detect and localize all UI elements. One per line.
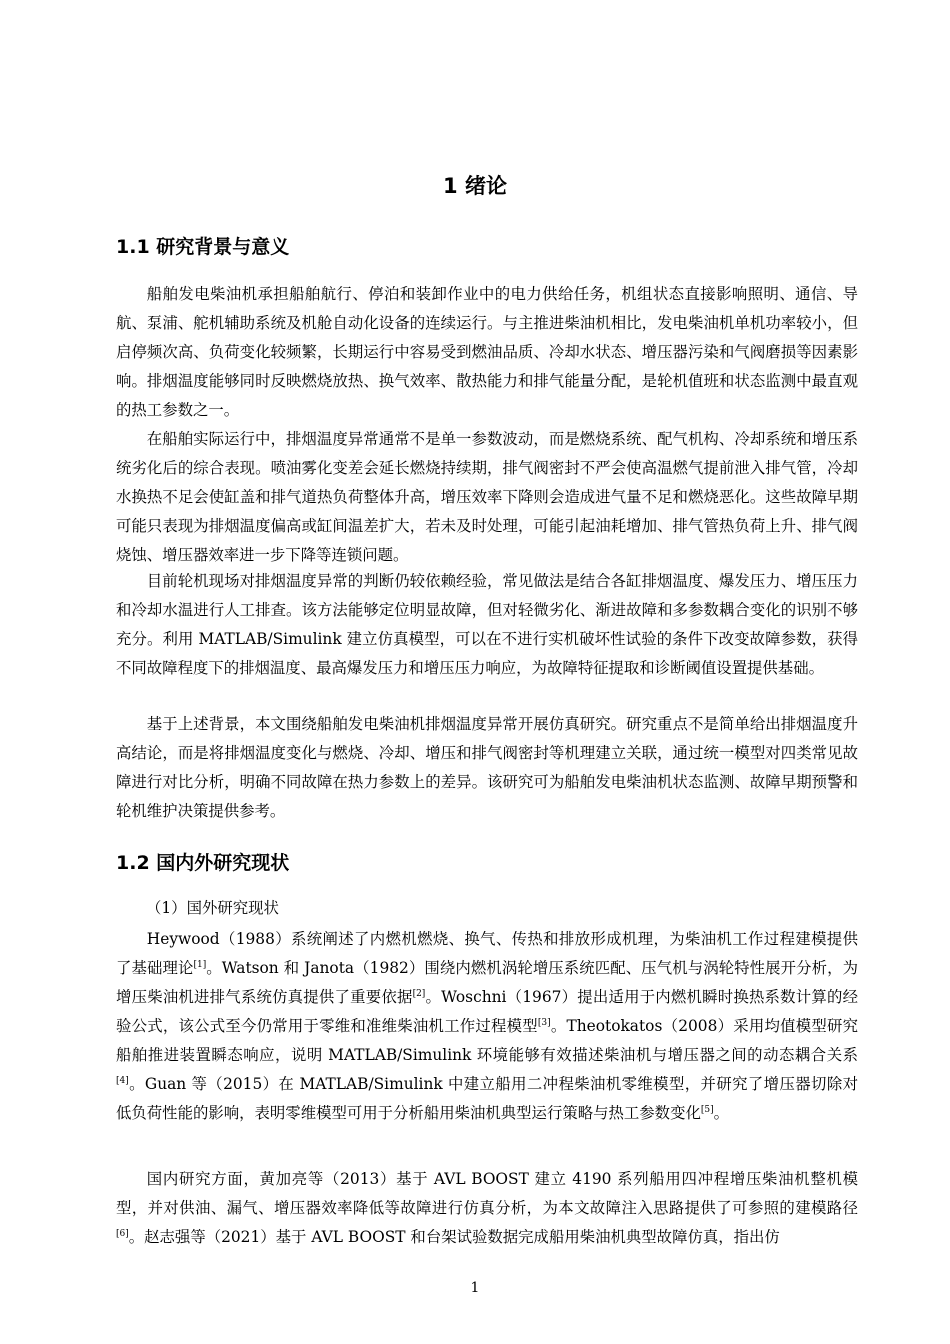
citation-ref: [4] bbox=[116, 1076, 129, 1086]
paragraph: 目前轮机现场对排烟温度异常的判断仍较依赖经验，常见做法是结合各缸排烟温度、爆发压力、增压压力和冷却水温进行人工排查。该方法能够定位明显故障，但对轻微劣化、渐进故障和多参数耦合变化的识别不够充分。利用 MATLAB/Simulink 建立仿真模型，可以在不进行实机破坏性试验的条件下改变故障参数，获得不同故障程度下的排烟温度、最高爆发压力和增压压力响应，为故障特征提取和诊断阈值设置提供基础。 bbox=[116, 572, 858, 677]
paragraph-text: 。 bbox=[713, 1104, 730, 1122]
citation-ref: [6] bbox=[116, 1229, 129, 1239]
citation-ref: [2] bbox=[412, 989, 426, 999]
paragraph: 基于上述背景，本文围绕船舶发电柴油机排烟温度异常开展仿真研究。研究重点不是简单给出排烟温度升高结论，而是将排烟温度变化与燃烧、冷却、增压和排气阀密封等机理建立关联，通过统一模型对四类常见故障进行对比分析，明确不同故障在热力参数上的差异。该研究可为船舶发电柴油机状态监测、故障早期预警和轮机维护决策提供参考。 bbox=[116, 715, 858, 820]
paragraph-text: 。赵志强等（2021）基于 AVL BOOST 和台架试验数据完成船用柴油机典型故障仿真，指出仿 bbox=[128, 1228, 780, 1246]
paragraph-text: Heywood（1988）系统阐述了内燃机燃烧、换气、传热和排放形成机理，为柴油机工作过程建模提供了基础理论 bbox=[116, 930, 858, 977]
paragraph-text: 。Guan 等（2015）在 MATLAB/Simulink 中建立船用二冲程柴油机零维模型，并研究了增压器切除对低负荷性能的影响，表明零维模型可用于分析船用柴油机典型运行策略与热工参数变化 bbox=[116, 1075, 858, 1122]
paragraph-text: 。Watson 和 Janota（1982）围绕内燃机涡轮增压系统匹配、压气机与涡轮特性展开分析，为增压柴油机进排气系统仿真提供了重要依据 bbox=[116, 959, 858, 1006]
citation-ref: [1] bbox=[193, 960, 207, 970]
section-title-1-2: 1.2 国内外研究现状 bbox=[116, 852, 290, 874]
citation-ref: [3] bbox=[537, 1018, 551, 1028]
section-title-1-1: 1.1 研究背景与意义 bbox=[116, 236, 290, 258]
sub-item-heading: （1）国外研究现状 bbox=[146, 899, 279, 917]
paragraph-text: 国内研究方面，黄加亮等（2013）基于 AVL BOOST 建立 4190 系列船用四冲程增压柴油机整机模型，并对供油、漏气、增压器效率降低等故障进行仿真分析，为本文故障注入思路提供了可参照的建模路径 bbox=[116, 1170, 858, 1217]
paragraph-with-citations bbox=[116, 925, 858, 1128]
paragraph: 船舶发电柴油机承担船舶航行、停泊和装卸作业中的电力供给任务，机组状态直接影响照明、通信、导航、泵浦、舵机辅助系统及机舱自动化设备的连续运行。与主推进柴油机相比，发电柴油机单机功率较小，但启停频次高、负荷变化较频繁，长期运行中容易受到燃油品质、冷却水状态、增压器污染和气阀磨损等因素影响。排烟温度能够同时反映燃烧放热、换气效率、散热能力和排气能量分配，是轮机值班和状态监测中最直观的热工参数之一。 bbox=[116, 285, 858, 419]
page-number: 1 bbox=[470, 1280, 480, 1296]
paragraph-text: 。Woschni（1967）提出适用于内燃机瞬时换热系数计算的经验公式，该公式至今仍常用于零维和准维柴油机工作过程模型 bbox=[116, 988, 858, 1035]
paragraph-with-citations bbox=[116, 1165, 858, 1252]
citation-ref: [5] bbox=[700, 1105, 714, 1115]
paragraph-text: 。Theotokatos（2008）采用均值模型研究船舶推进装置瞬态响应，说明 MATLAB/Simulink 环境能够有效描述柴油机与增压器之间的动态耦合关系 bbox=[116, 1017, 858, 1064]
paragraph: 在船舶实际运行中，排烟温度异常通常不是单一参数波动，而是燃烧系统、配气机构、冷却系统和增压系统劣化后的综合表现。喷油雾化变差会延长燃烧持续期，排气阀密封不严会使高温燃气提前泄入排气管，冷却水换热不足会使缸盖和排气道热负荷整体升高，增压效率下降则会造成进气量不足和燃烧恶化。这些故障早期可能只表现为排烟温度偏高或缸间温差扩大，若未及时处理，可能引起油耗增加、排气管热负荷上升、排气阀烧蚀、增压器效率进一步下降等连锁问题。 bbox=[116, 430, 858, 564]
chapter-title: 1 绪论 bbox=[443, 174, 507, 198]
